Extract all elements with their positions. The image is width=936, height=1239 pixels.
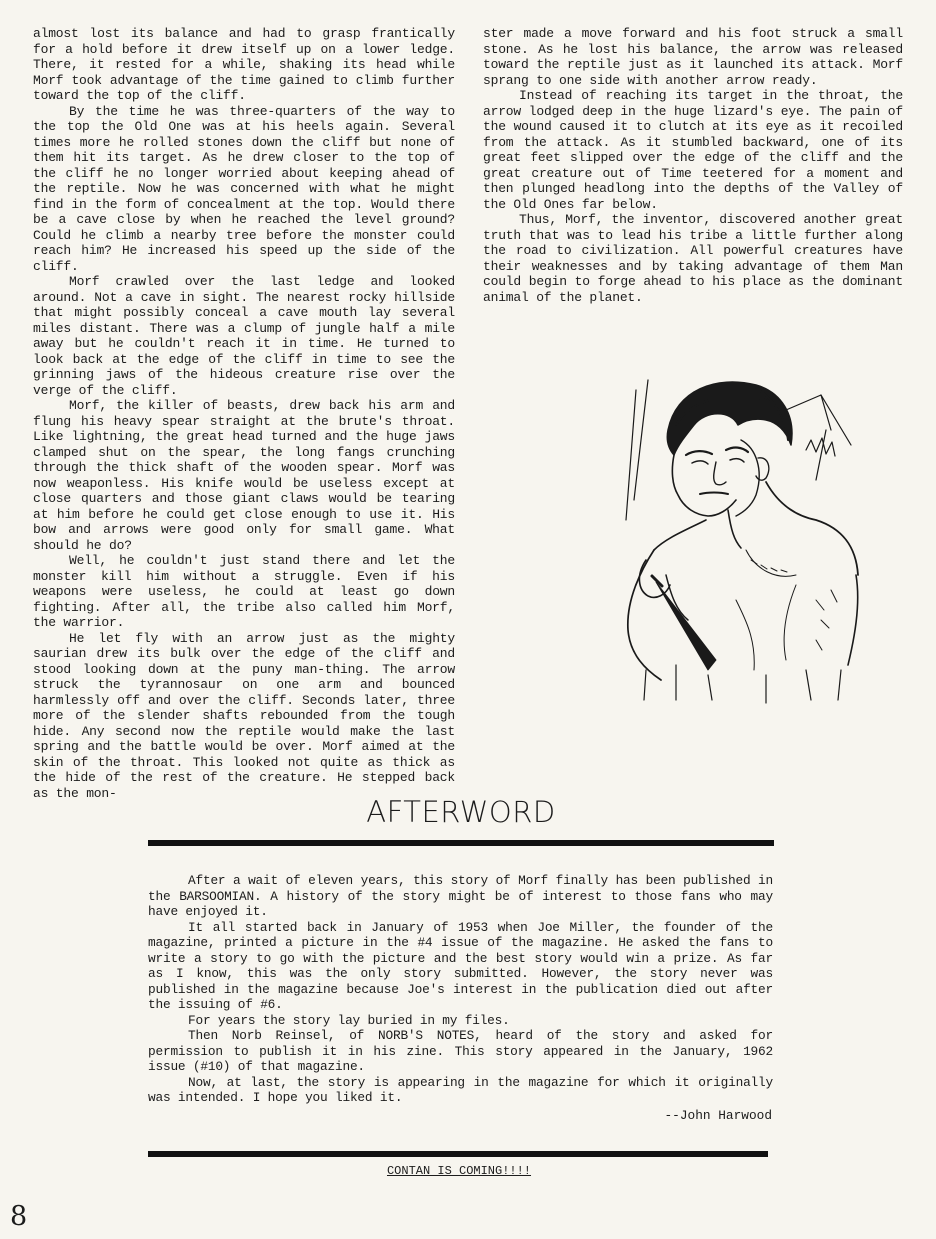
story-column-left xyxy=(33,26,455,801)
story-paragraph: Well, he couldn't just stand there and let the monster kill him without a struggle. Even if his weapons were useless, he could at least go down fighting. After all, the tribe also called him Morf, the warrior. xyxy=(33,553,455,630)
page-number: 8 xyxy=(10,1201,28,1232)
footer-rule xyxy=(148,1151,768,1157)
story-paragraph: Thus, Morf, the inventor, discovered another great truth that was to lead his tribe a little further along the road to civilization. All powerful creatures have their weaknesses and by taking advantage of them Man could begin to forge ahead to his place as the dominant animal of the planet. xyxy=(483,212,903,305)
story-paragraph: Instead of reaching its target in the throat, the arrow lodged deep in the huge lizard's eye. The pain of the wound caused it to clutch at its eye as it recoiled from the attack. As it stumbled backward, one of its great feet slipped over the edge of the cliff and the great creature out of Time teetered for a moment and then plunged headlong into the depths of the Valley of the Old Ones far below. xyxy=(483,88,903,212)
story-paragraph: Morf, the killer of beasts, drew back his arm and flung his heavy spear straight at the brute's throat. Like lightning, the great head turned and the huge jaws clamped shut on the spear, the long fangs crunching through the thick shaft of the wooden spear. Morf was now weaponless. His knife would be useless except at close quarters and those giant claws would be tearing at him before he could get close enough to use it. His bow and arrows were good only for small game. What should he do? xyxy=(33,398,455,553)
author-signature: --John Harwood xyxy=(664,1108,772,1123)
story-paragraph: Morf crawled over the last ledge and looked around. Not a cave in sight. The nearest rocky hillside that might possibly conceal a cave mouth lay several miles distant. There was a clump of jungle half a mile away but he couldn't reach it in time. He turned to look back at the edge of the cliff in time to see the grinning jaws of the hideous creature rise over the verge of the cliff. xyxy=(33,274,455,398)
story-paragraph: He let fly with an arrow just as the mighty saurian drew its bulk over the edge of the cliff and stood looking down at the puny man-thing. The arrow struck the tyrannosaur on one arm and bounced harmlessly off and over the cliff. Seconds later, three more of the slender shafts rebounded from the tough hide. Any second now the reptile would make the last spring and the battle would be over. Morf aimed at the skin of the throat. This looked not quite as thick as the hide of the rest of the creature. He stepped back as the mon- xyxy=(33,630,455,801)
afterword-paragraph: Then Norb Reinsel, of NORB'S NOTES, heard of the story and asked for permission to publish it in his zine. This story appeared in the January, 1962 issue (#10) of that magazine. xyxy=(148,1028,773,1074)
afterword-paragraph: It all started back in January of 1953 when Joe Miller, the founder of the magazine, printed a picture in the #4 issue of the magazine. He asked the fans to write a story to go with the picture and the best story would win a prize. As far as I know, this was the only story submitted. However, the story never was published in the magazine because Joe's interest in the publication died out after the issuing of #6. xyxy=(148,919,773,1012)
story-paragraph: almost lost its balance and had to grasp frantically for a hold before it drew itself up on a lower ledge. There, it rested for a while, shaking its head while Morf took advantage of the time gained to climb further toward the top of the cliff. xyxy=(33,26,455,103)
afterword-paragraph: After a wait of eleven years, this story of Morf finally has been published in the BARSOOMIAN. A history of the story might be of interest to those fans who may have enjoyed it. xyxy=(148,873,773,919)
afterword-paragraph: For years the story lay buried in my files. xyxy=(188,1012,510,1028)
story-paragraph: ster made a move forward and his foot struck a small stone. As he lost his balance, the arrow was released toward the reptile just as it launched its attack. Morf sprang to one side with another arrow ready. xyxy=(483,26,903,88)
caveman-illustration xyxy=(616,370,866,705)
story-paragraph: By the time he was three-quarters of the way to the top the Old One was at his heels again. Several times more he rolled stones down the cliff but none of them hit its target. As he drew closer to the top of the cliff he no longer worried about keeping ahead of the reptile. Now he was concerned with what he might find in the form of concealment at the top. Would there be a cave close by when he reached the level ground? Could he climb a nearby tree before the monster could reach him? He increased his speed up the side of the cliff. xyxy=(33,103,455,274)
afterword-paragraph: Now, at last, the story is appearing in the magazine for which it originally was intended. I hope you liked it. xyxy=(148,1074,773,1105)
afterword-heading: AFTERWORD xyxy=(366,795,556,829)
afterword-body xyxy=(148,873,773,1106)
coming-announcement: CONTAN IS COMING!!!! xyxy=(386,1164,532,1178)
story-column-right xyxy=(483,26,903,305)
heading-rule xyxy=(148,840,774,846)
